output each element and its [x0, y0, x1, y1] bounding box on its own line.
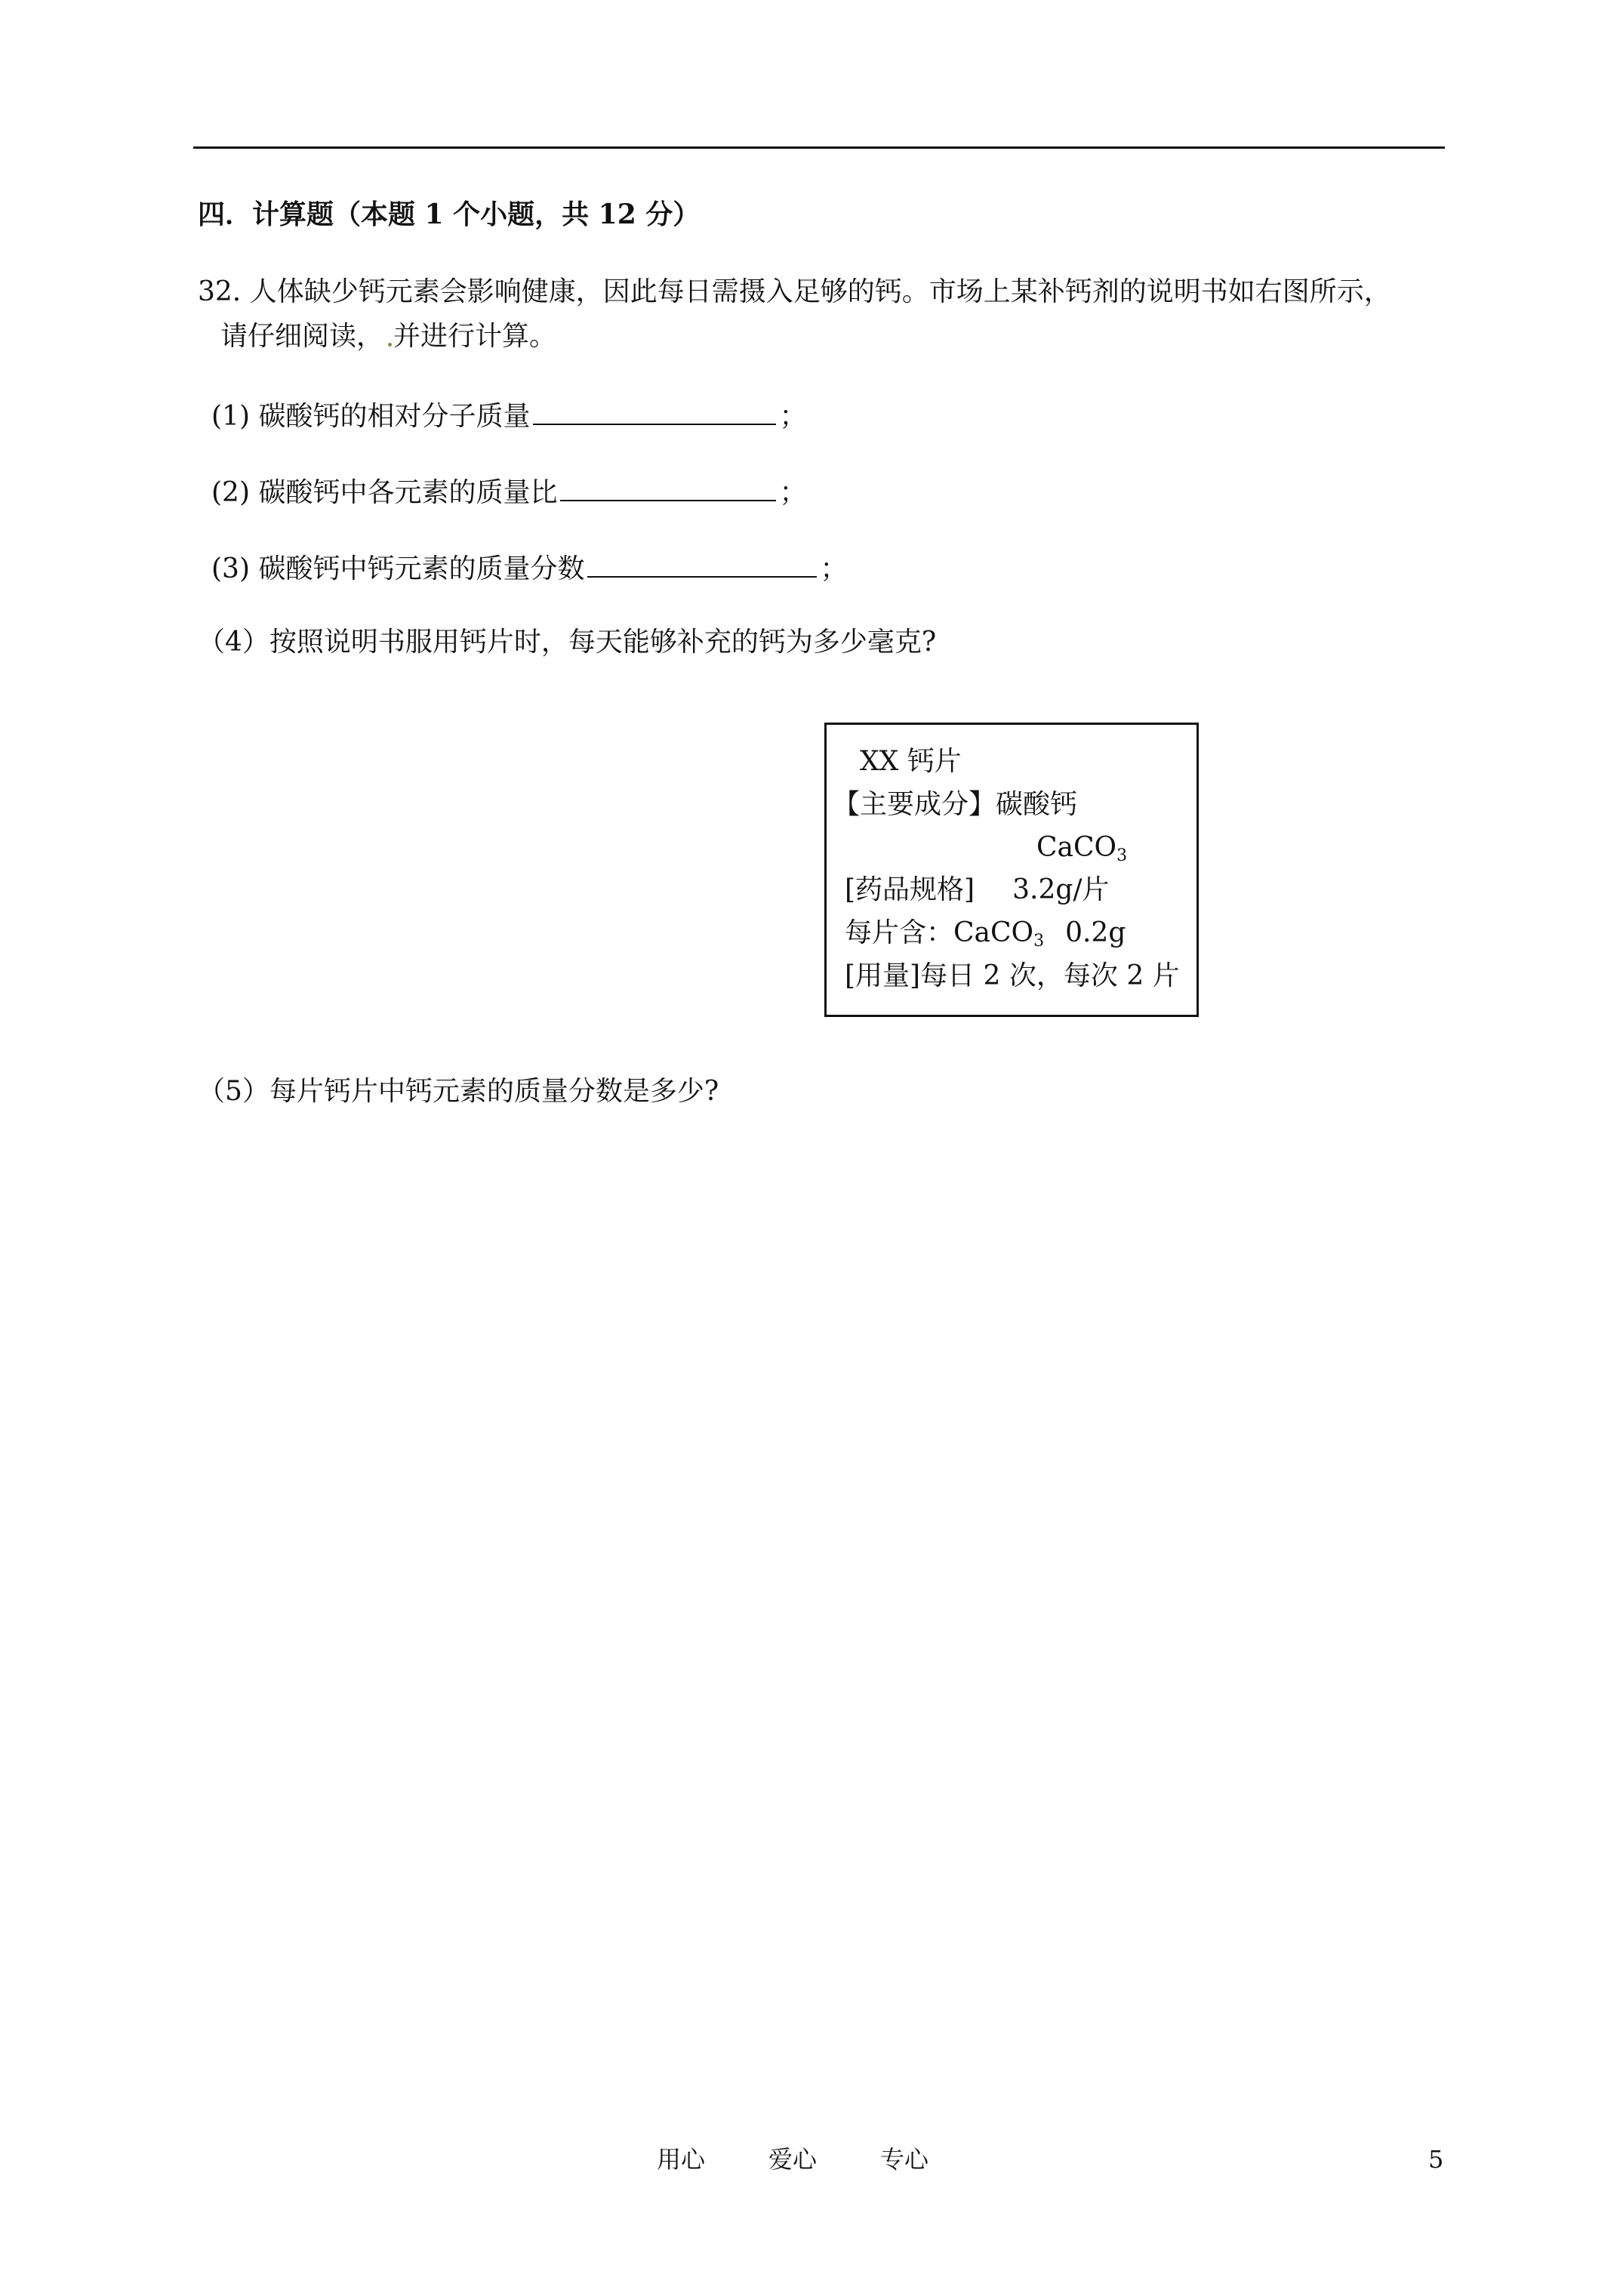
question-1 — [211, 398, 806, 433]
box-each-sub: 3 — [1033, 932, 1045, 951]
footer-word-1: 用心 — [657, 2145, 706, 2174]
box-each-label: 每片含：CaCO — [845, 917, 1034, 948]
question-3-end: ； — [820, 553, 848, 584]
question-3-label: (3) 碳酸钙中钙元素的质量分数 — [211, 553, 585, 584]
question-2-end: ； — [779, 477, 807, 508]
box-product-title: XX 钙片 — [860, 746, 962, 777]
answer-blank-3[interactable] — [587, 550, 817, 578]
answer-blank-1[interactable] — [533, 398, 776, 425]
question-intro-line1: 32. 人体缺少钙元素会影响健康，因此每日需摄入足够的钙。市场上某补钙剂的说明书如右图所示， — [198, 276, 1391, 307]
intro-part-b: 并进行计算。 — [393, 321, 557, 352]
box-spec-label: [药品规格] — [845, 874, 975, 905]
answer-blank-2[interactable] — [560, 474, 776, 501]
box-spec-value: 3.2g/片 — [1012, 874, 1110, 905]
box-each-tablet — [845, 917, 1126, 950]
question-1-end: ； — [779, 401, 807, 432]
box-formula — [1036, 831, 1127, 864]
section-title: 四．计算题（本题 1 个小题，共 12 分） — [198, 199, 701, 230]
question-2 — [211, 474, 806, 510]
intro-part-a: 请仔细阅读， — [220, 321, 384, 352]
box-ingredient: 【主要成分】碳酸钙 — [833, 789, 1078, 820]
question-1-label: (1) 碳酸钙的相对分子质量 — [211, 401, 531, 432]
footer-word-2: 爱心 — [768, 2145, 818, 2174]
stray-mark — [388, 343, 392, 347]
question-5: （5）每片钙片中钙元素的质量分数是多少? — [198, 1076, 719, 1107]
question-3 — [211, 550, 847, 586]
box-formula-sub: 3 — [1116, 846, 1128, 865]
box-spec — [845, 874, 1110, 907]
box-each-value: 0.2g — [1065, 917, 1126, 948]
medicine-label-box — [824, 723, 1199, 1017]
footer-word-3: 专心 — [880, 2145, 929, 2174]
header-rule — [193, 146, 1445, 149]
question-2-label: (2) 碳酸钙中各元素的质量比 — [211, 477, 558, 508]
question-intro-line2 — [220, 320, 556, 353]
box-dosage: [用量]每日 2 次，每次 2 片 — [845, 960, 1180, 991]
box-formula-main: CaCO — [1036, 832, 1117, 863]
page-number: 5 — [1428, 2145, 1444, 2174]
question-4: （4）按照说明书服用钙片时，每天能够补充的钙为多少毫克? — [198, 627, 937, 658]
